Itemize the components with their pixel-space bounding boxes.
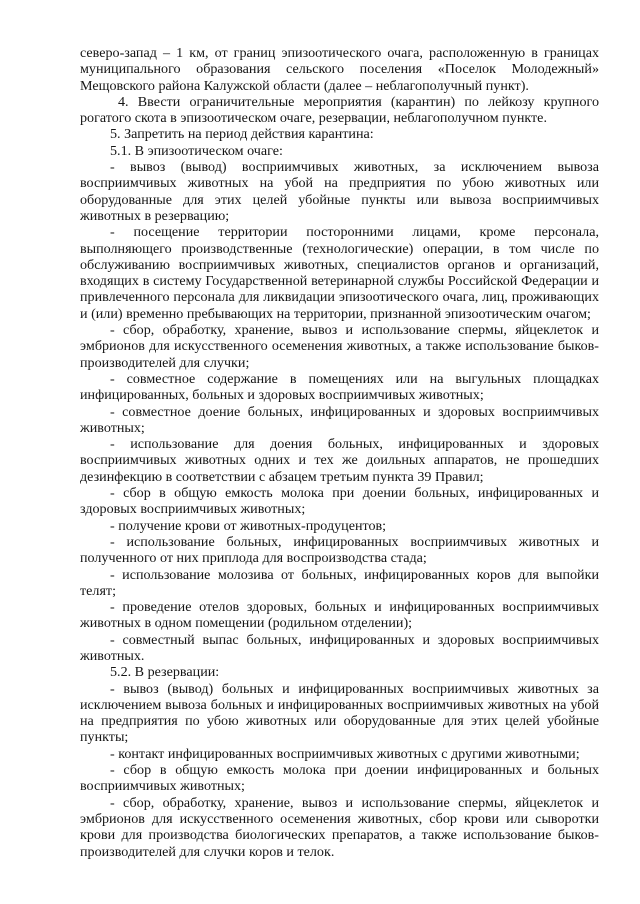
list-item: - сбор, обработку, хранение, вывоз и использование спермы, яйцеклеток и эмбрионов для искусственного осеменения животных, сбор крови или сыворотки крови для производства биологических препаратов, а также использование быков-производителей для случки коров и телок.	[80, 794, 599, 860]
list-item: - вывоз (вывод) восприимчивых животных, за исключением вывоза восприимчивых животных на убой на предприятия по убою животных или оборудованные для этих целей убойные пункты или вывоза восприимчивых животных в резервацию;	[80, 159, 599, 224]
document-page	[80, 45, 599, 860]
list-item: - контакт инфицированных восприимчивых животных с другими животными;	[110, 745, 580, 762]
list-item: - совместное содержание в помещениях или на выгульных площадках инфицированных, больных и здоровых восприимчивых животных;	[80, 370, 599, 404]
paragraph-intro-continuation: северо-запад – 1 км, от границ эпизоотического очага, расположенную в границах муниципального образования сельского поселения «Поселок Молодежный» Мещовского района Калужской области (далее – неблагополучный пункт).	[80, 45, 599, 94]
list-item: - проведение отелов здоровых, больных и инфицированных восприимчивых животных в одном помещении (родильном отделении);	[80, 599, 599, 632]
list-item: - сбор, обработку, хранение, вывоз и использование спермы, яйцеклеток и эмбрионов для искусственного осеменения животных, а также использование быков-производителей для случки;	[80, 322, 599, 371]
list-item: - использование молозива от больных, инфицированных коров для выпойки телят;	[80, 566, 599, 599]
list-item: - получение крови от животных-продуцентов;	[110, 517, 387, 534]
list-item: - использование больных, инфицированных восприимчивых животных и полученного от них приплода для воспроизводства стада;	[80, 533, 599, 567]
list-item: - совместный выпас больных, инфицированных и здоровых восприимчивых животных.	[80, 631, 599, 664]
paragraph-item-4: 4. Ввести ограничительные мероприятия (карантин) по лейкозу крупного рогатого скота в эпизоотическом очаге, резервации, неблагополучном пункте.	[80, 93, 599, 127]
paragraph-item-5-1: 5.1. В эпизоотическом очаге:	[110, 142, 283, 159]
list-item: - совместное доение больных, инфицированных и здоровых восприимчивых животных;	[80, 403, 599, 436]
list-item: - сбор в общую емкость молока при доении инфицированных и больных восприимчивых животных;	[80, 762, 599, 795]
list-item: - вывоз (вывод) больных и инфицированных восприимчивых животных за исключением вывоза больных и инфицированных восприимчивых животных на убой на предприятия по убою животных или оборудованные для этих целей убойные пункты;	[80, 680, 599, 746]
list-item: - посещение территории посторонними лицами, кроме персонала, выполняющего производственные (технологические) операции, в том числе по обслуживанию восприимчивых животных, специалистов органов и организаций, входящих в систему Государственной ветеринарной службы Российской Федерации и привлеченного персонала для ликвидации эпизоотического очага, лиц, проживающих и (или) временно пребывающих на территории, признанной эпизоотическим очагом;	[80, 224, 599, 322]
paragraph-item-5-2: 5.2. В резервации:	[110, 664, 220, 681]
list-item: - сбор в общую емкость молока при доении больных, инфицированных и здоровых восприимчивых животных;	[80, 485, 599, 518]
paragraph-item-5: 5. Запретить на период действия карантина:	[110, 126, 374, 143]
list-item: - использование для доения больных, инфицированных и здоровых восприимчивых животных одних и тех же доильных аппаратов, не прошедших дезинфекцию в соответствии с абзацем третьим пункта 39 Правил;	[80, 436, 599, 485]
